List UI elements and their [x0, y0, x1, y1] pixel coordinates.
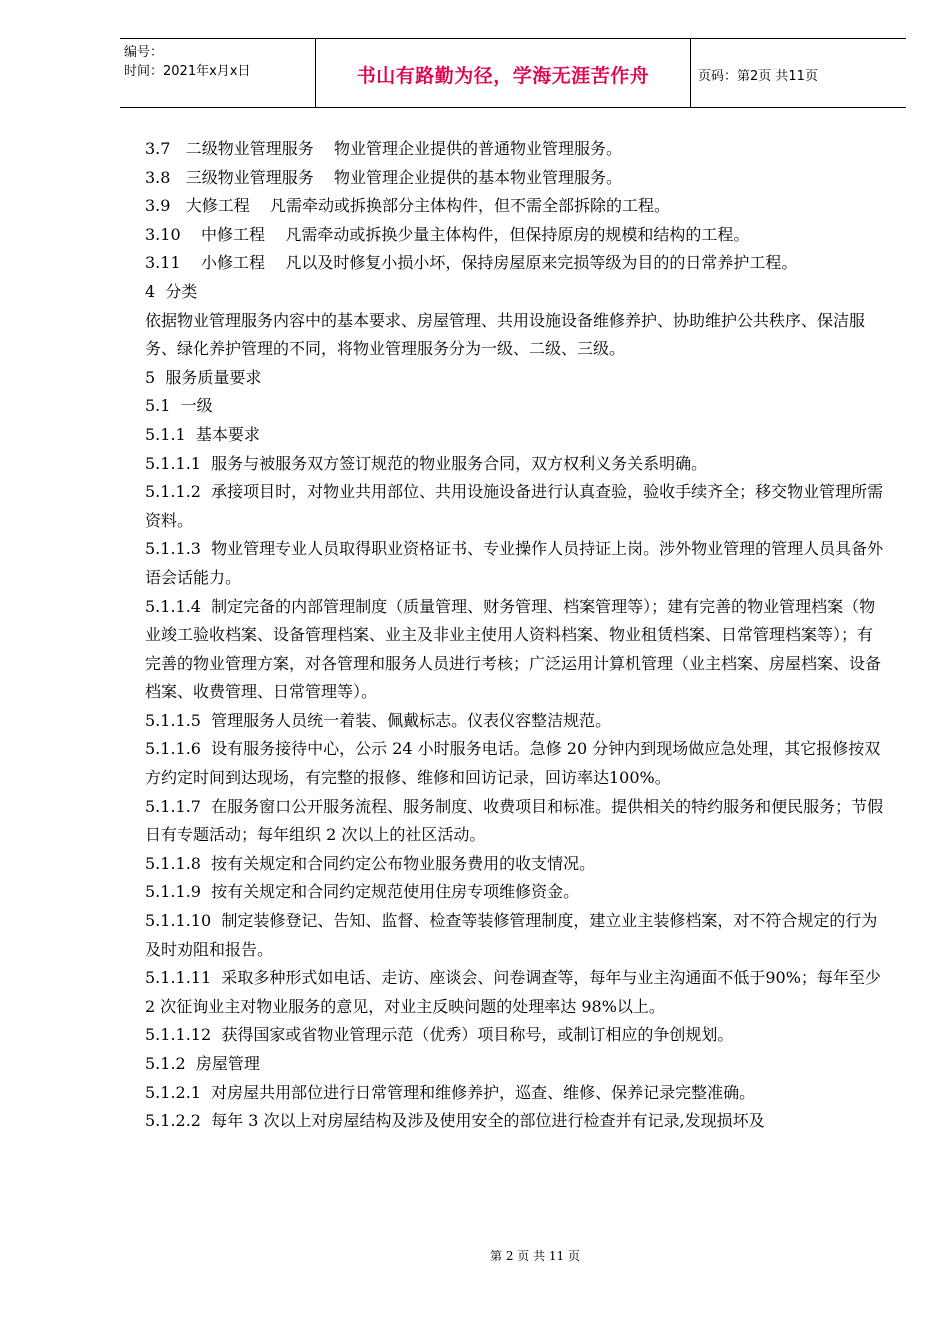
paragraph: 3.11 小修工程 凡以及时修复小损小坏，保持房屋原来完损等级为目的的日常养护工程。 [145, 253, 798, 273]
paragraph: 5.1.2.2 每年 3 次以上对房屋结构及涉及使用安全的部位进行检查并有记录,发现损坏及 [145, 1111, 765, 1131]
paragraph: 3.9 大修工程 凡需牵动或拆换部分主体构件，但不需全部拆除的工程。 [145, 196, 671, 216]
section-heading: 5.1 一级 [145, 396, 213, 416]
document-body [145, 135, 885, 1136]
paragraph: 5.1.1.8 按有关规定和合同约定公布物业服务费用的收支情况。 [145, 853, 596, 873]
paragraph: 5.1.1.11 采取多种形式如电话、走访、座谈会、问卷调查等，每年与业主沟通面不低于90%；每年至少 2 次征询业主对物业服务的意见，对业主反映问题的处理率达 98%以上。 [145, 968, 886, 1016]
paragraph: 5.1.1.6 设有服务接待中心，公示 24 小时服务电话。急修 20 分钟内到现场做应急处理，其它报修按双方约定时间到达现场，有完整的报修、维修和回访记录，回访率达100%。 [145, 739, 881, 788]
paragraph: 5.1.1.7 在服务窗口公开服务流程、服务制度、收费项目和标准。提供相关的特约服务和便民服务；节假日有专题活动；每年组织 2 次以上的社区活动。 [145, 796, 884, 845]
paragraph: 5.1.1.5 管理服务人员统一着装、佩戴标志。仪表仪容整洁规范。 [145, 710, 612, 730]
paragraph: 5.1.1.9 按有关规定和合同约定规范使用住房专项维修资金。 [145, 882, 580, 902]
paragraph: 5.1.2.1 对房屋共用部位进行日常管理和维修养护，巡查、维修、保养记录完整准确。 [145, 1082, 756, 1102]
paragraph: 5.1.1.12 获得国家或省物业管理示范（优秀）项目称号，或制订相应的争创规划。 [145, 1025, 734, 1045]
paragraph: 5.1.1.1 服务与被服务双方签订规范的物业服务合同，双方权利义务关系明确。 [145, 453, 708, 473]
header-page-label: 页码：第2页 共11页 [698, 69, 818, 84]
header-divider-right [690, 39, 691, 107]
paragraph: 5.1.1.4 制定完备的内部管理制度（质量管理、财务管理、档案管理等）；建有完善的物业管理档案（物业竣工验收档案、设备管理档案、业主及非业主使用人资料档案、物业租赁档案、日常管理档案等）；有完善的物业管理方案，对各管理和服务人员进行考核；广泛运用计算机管理（业主档案、房屋档案、设备档案、收费管理、日常管理等）。 [145, 596, 882, 702]
page-footer: 第 2 页 共 11 页 [490, 1249, 580, 1263]
section-heading: 5.1.1 基本要求 [145, 424, 260, 444]
page-header [120, 38, 906, 108]
section-heading: 4 分类 [145, 281, 198, 301]
document-number-label: 编号： [124, 45, 164, 60]
paragraph: 5.1.1.3 物业管理专业人员取得职业资格证书、专业操作人员持证上岗。涉外物业管理的管理人员具备外语会话能力。 [145, 539, 884, 587]
document-time-label: 时间：2021年x月x日 [124, 64, 251, 79]
section-heading: 5.1.2 房屋管理 [145, 1054, 260, 1073]
section-heading: 5 服务质量要求 [145, 367, 262, 387]
paragraph: 3.10 中修工程 凡需牵动或拆换少量主体构件，但保持原房的规模和结构的工程。 [145, 224, 750, 244]
paragraph: 3.7 二级物业管理服务 物业管理企业提供的普通物业管理服务。 [145, 139, 623, 158]
paragraph: 依据物业管理服务内容中的基本要求、房屋管理、共用设施设备维修养护、协助维护公共秩序、保洁服务、绿化养护管理的不同，将物业管理服务分为一级、二级、三级。 [145, 310, 866, 359]
paragraph: 5.1.1.10 制定装修登记、告知、监督、检查等装修管理制度，建立业主装修档案，对不符合规定的行为及时劝阻和报告。 [145, 911, 878, 959]
header-meta [124, 43, 250, 81]
paragraph: 3.8 三级物业管理服务 物业管理企业提供的基本物业管理服务。 [145, 167, 623, 187]
paragraph: 5.1.1.2 承接项目时，对物业共用部位、共用设施设备进行认真查验，验收手续齐全；移交物业管理所需资料。 [145, 482, 884, 530]
header-motto: 书山有路勤为径，学海无涯苦作舟 [356, 65, 650, 87]
